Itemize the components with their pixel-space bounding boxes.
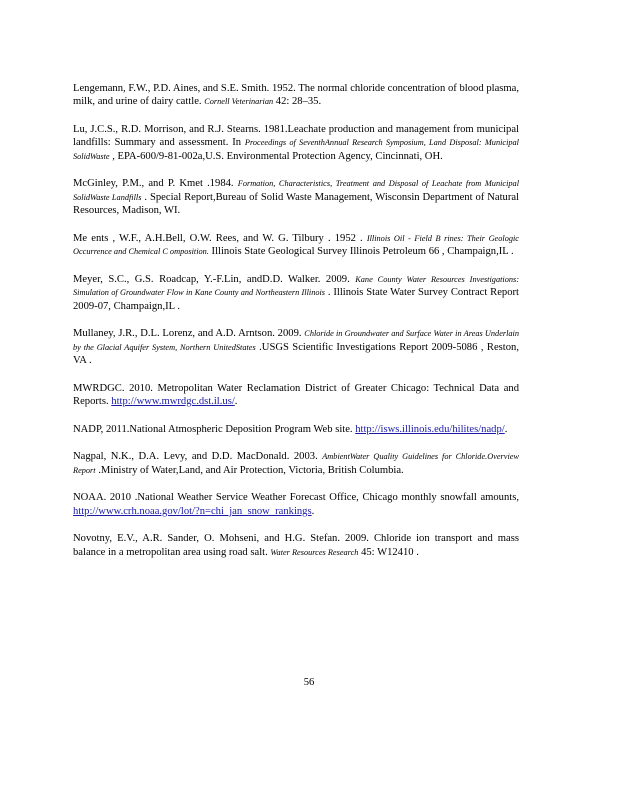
reference-source: Kane County Water Resources Investigations: Simulation of Groundwater Flow in Kane County and Northeastern Illinois [73,274,519,298]
reference-text: Mullaney, J.R., D.L. Lorenz, and A.D. Arntson. 2009. [73,328,302,340]
reference-text: Novotny, E.V., A.R. Sander, O. Mohseni, and H.G. Stefan. 2009. Chloride ion transport and mass balance in a metropolitan area using road salt. [73,533,519,558]
reference-text: Meyer, S.C., G.S. Roadcap, Y.-F.Lin, andD.D. Walker. 2009. [73,273,350,285]
reference-link[interactable]: http://www.mwrdgc.dst.il.us/ [111,396,235,408]
reference-source: AmbientWater Quality Guidelines for Chloride.Overview Report [73,452,519,475]
reference-entry [73,532,519,559]
reference-details: .Ministry of Water,Land, and Air Protection, Victoria, British Columbia. [98,464,404,476]
reference-entry [73,82,519,109]
reference-source: Cornell Veterinarian [204,97,274,107]
page-number: 56 [303,677,315,688]
reference-link[interactable]: http://www.crh.noaa.gov/lot/?n=chi_jan_snow_rankings [73,505,312,517]
reference-text: McGinley, P.M., and P. Kmet .1984. [73,178,234,190]
reference-entry [73,177,519,217]
reference-text: NOAA. 2010 .National Weather Service Weather Forecast Office, Chicago monthly snowfall amounts, [73,492,519,504]
reference-text: Lu, J.C.S., R.D. Morrison, and R.J. Stearns. 1981.Leachate production and management from municipal landfills: Summary and assessment. In [73,124,519,149]
reference-details: . [504,423,508,435]
reference-details: . Illinois State Water Survey Contract Report 2009-07, Champaign,IL . [73,287,519,312]
reference-details: .USGS Scientific Investigations Report 2009-5086 , Reston, VA . [73,341,519,367]
reference-list [73,82,519,573]
reference-details: . [234,396,238,408]
reference-details: , EPA-600/9-81-002a,U.S. Environmental Protection Agency, Cincinnati, OH. [112,150,443,162]
reference-source: Formation, Characteristics, Treatment and Disposal of Leachate from Municipal SolidWaste Landfills [73,179,519,202]
reference-details: 42: 28–35. [275,96,322,108]
reference-entry [73,423,519,436]
reference-entry [73,232,519,259]
reference-text: Lengemann, F.W., P.D. Aines, and S.E. Smith. 1952. The normal chloride concentration of blood plasma, milk, and urine of dairy cattle. [73,83,519,108]
reference-details: . Special Report,Bureau of Solid Waste Management, Wisconsin Department of Natural Resources, Madison, WI. [73,191,520,217]
reference-entry [73,327,519,367]
reference-details: Illinois State Geological Survey Illinois Petroleum 66 , Champaign,IL . [211,246,514,258]
reference-source: Water Resources Research [270,547,359,557]
reference-details: . [311,505,315,517]
reference-text: NADP, 2011.National Atmospheric Deposition Program Web site. [73,423,353,435]
reference-entry [73,123,519,163]
reference-entry [73,273,519,313]
reference-source: Illinois Oil - Field B rines: Their Geologic Occurrence and Chemical C omposition. [73,233,519,257]
reference-entry [73,382,519,409]
reference-source: Chloride in Groundwater and Surface Water in Areas Underlain by the Glacial Aquifer System, Northern UnitedStates [73,329,520,352]
reference-entry [73,450,519,477]
reference-entry [73,491,519,518]
reference-details: 45: W12410 . [361,546,419,558]
reference-text: Me ents , W.F., A.H.Bell, O.W. Rees, and W. G. Tilbury . 1952 . [73,232,363,244]
reference-text: Nagpal, N.K., D.A. Levy, and D.D. MacDonald. 2003. [73,451,318,463]
reference-text: MWRDGC. 2010. Metropolitan Water Reclamation District of Greater Chicago: Technical Data and Reports. [73,382,519,408]
reference-source: Proceedings of SeventhAnnual Research Symposium, Land Disposal: Municipal SolidWaste [73,138,519,161]
reference-link[interactable]: http://isws.illinois.edu/hilites/nadp/ [355,423,505,435]
